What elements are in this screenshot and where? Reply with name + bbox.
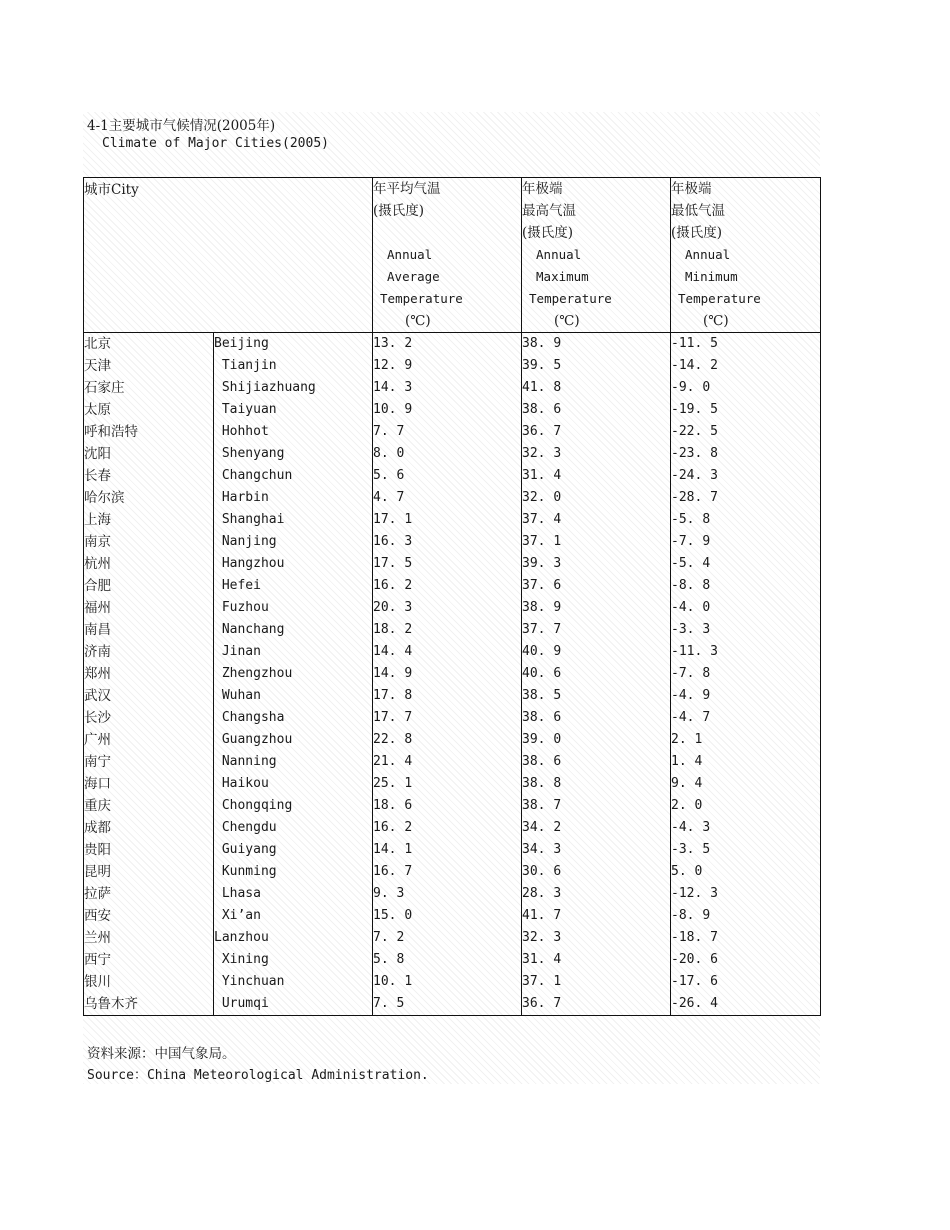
avg-temp-cell: 18. 2 — [373, 619, 522, 641]
table-row — [84, 553, 821, 575]
max-temp-cell: 39. 5 — [522, 355, 671, 377]
avg-temp-cell: 10. 1 — [373, 971, 522, 993]
table-row — [84, 795, 821, 817]
city-name-en: Fuzhou — [214, 597, 373, 619]
table-row — [84, 949, 821, 971]
max-temp-cell: 37. 1 — [522, 971, 671, 993]
city-name-en: Xi’an — [214, 905, 373, 927]
max-temp-cell: 32. 3 — [522, 443, 671, 465]
max-temp-cell: 41. 8 — [522, 377, 671, 399]
city-name-en: Hangzhou — [214, 553, 373, 575]
city-name-en: Lhasa — [214, 883, 373, 905]
avg-temp-cell: 14. 3 — [373, 377, 522, 399]
table-row — [84, 597, 821, 619]
min-temp-cell: -3. 3 — [671, 619, 821, 641]
min-temp-cell: -19. 5 — [671, 399, 821, 421]
city-name-en: Haikou — [214, 773, 373, 795]
min-temp-cell: -22. 5 — [671, 421, 821, 443]
city-name-cn: 南昌 — [84, 622, 111, 638]
max-temp-cell: 37. 1 — [522, 531, 671, 553]
max-temp-cell: 38. 9 — [522, 333, 671, 356]
city-name-cn: 南京 — [84, 534, 111, 550]
city-name-en: Tianjin — [214, 355, 373, 377]
avg-temp-cell: 4. 7 — [373, 487, 522, 509]
avg-temp-cell: 12. 9 — [373, 355, 522, 377]
city-name-cn: 兰州 — [84, 930, 111, 946]
min-temp-cell: -26. 4 — [671, 993, 821, 1016]
avg-temp-cell: 14. 4 — [373, 641, 522, 663]
avg-temp-cell: 17. 8 — [373, 685, 522, 707]
city-name-cn: 呼和浩特 — [84, 424, 138, 440]
min-temp-cell: 5. 0 — [671, 861, 821, 883]
table-row — [84, 861, 821, 883]
header-max-cn1: 年极端 — [522, 181, 563, 197]
header-avg-en3: Temperature — [380, 291, 463, 306]
header-avg-temp — [373, 178, 522, 333]
max-temp-cell: 40. 6 — [522, 663, 671, 685]
max-temp-cell: 38. 6 — [522, 707, 671, 729]
avg-temp-cell: 7. 5 — [373, 993, 522, 1016]
city-name-cn: 北京 — [84, 336, 111, 352]
city-name-cn: 武汉 — [84, 688, 111, 704]
header-max-cn3: (摄氏度) — [522, 225, 574, 241]
city-name-en: Chongqing — [214, 795, 373, 817]
city-name-cn: 天津 — [84, 358, 111, 374]
table-row — [84, 377, 821, 399]
table-row — [84, 927, 821, 949]
min-temp-cell: -11. 3 — [671, 641, 821, 663]
avg-temp-cell: 22. 8 — [373, 729, 522, 751]
header-max-cn2: 最高气温 — [522, 203, 577, 219]
max-temp-cell: 41. 7 — [522, 905, 671, 927]
table-body — [84, 333, 821, 1016]
table-row — [84, 465, 821, 487]
avg-temp-cell: 25. 1 — [373, 773, 522, 795]
header-min-cn1: 年极端 — [671, 181, 712, 197]
table-row — [84, 905, 821, 927]
max-temp-cell: 36. 7 — [522, 993, 671, 1016]
header-min-temp — [671, 178, 821, 333]
header-min-en3: Temperature — [678, 291, 761, 306]
table-subtitle: Climate of Major Cities(2005) — [102, 136, 329, 151]
city-name-cn: 乌鲁木齐 — [84, 996, 138, 1012]
min-temp-cell: -7. 8 — [671, 663, 821, 685]
max-temp-cell: 37. 6 — [522, 575, 671, 597]
max-temp-cell: 31. 4 — [522, 949, 671, 971]
table-row — [84, 641, 821, 663]
city-name-en: Xining — [214, 949, 373, 971]
city-name-en: Kunming — [214, 861, 373, 883]
max-temp-cell: 34. 2 — [522, 817, 671, 839]
max-temp-cell: 34. 3 — [522, 839, 671, 861]
header-min-unit: (℃) — [703, 313, 729, 329]
city-name-cn: 合肥 — [84, 578, 111, 594]
city-name-cn: 重庆 — [84, 798, 111, 814]
table-row — [84, 663, 821, 685]
header-avg-en2: Average — [387, 269, 440, 284]
header-avg-unit: (℃) — [405, 313, 431, 329]
city-name-en: Changsha — [214, 707, 373, 729]
min-temp-cell: -20. 6 — [671, 949, 821, 971]
max-temp-cell: 32. 3 — [522, 927, 671, 949]
min-temp-cell: -14. 2 — [671, 355, 821, 377]
max-temp-cell: 38. 7 — [522, 795, 671, 817]
min-temp-cell: -4. 3 — [671, 817, 821, 839]
min-temp-cell: -4. 7 — [671, 707, 821, 729]
avg-temp-cell: 20. 3 — [373, 597, 522, 619]
city-name-en: Shijiazhuang — [214, 377, 373, 399]
max-temp-cell: 30. 6 — [522, 861, 671, 883]
city-name-en: Shanghai — [214, 509, 373, 531]
header-max-en3: Temperature — [529, 291, 612, 306]
header-min-cn2: 最低气温 — [671, 203, 726, 219]
city-name-cn: 贵阳 — [84, 842, 111, 858]
table-row — [84, 993, 821, 1016]
avg-temp-cell: 8. 0 — [373, 443, 522, 465]
min-temp-cell: -5. 4 — [671, 553, 821, 575]
city-name-cn: 银川 — [84, 974, 111, 990]
min-temp-cell: -17. 6 — [671, 971, 821, 993]
city-name-cn: 长春 — [84, 468, 111, 484]
avg-temp-cell: 16. 3 — [373, 531, 522, 553]
city-name-en: Hefei — [214, 575, 373, 597]
city-name-cn: 西宁 — [84, 952, 111, 968]
table-row — [84, 817, 821, 839]
min-temp-cell: -8. 9 — [671, 905, 821, 927]
header-min-cn3: (摄氏度) — [671, 225, 723, 241]
table-row — [84, 707, 821, 729]
max-temp-cell: 40. 9 — [522, 641, 671, 663]
max-temp-cell: 32. 0 — [522, 487, 671, 509]
city-name-en: Beijing — [214, 333, 373, 356]
city-name-en: Hohhot — [214, 421, 373, 443]
city-name-en: Taiyuan — [214, 399, 373, 421]
header-avg-cn1: 年平均气温 — [373, 181, 441, 197]
table-header — [84, 178, 821, 333]
min-temp-cell: -4. 9 — [671, 685, 821, 707]
header-avg-cn2: (摄氏度) — [373, 203, 425, 219]
avg-temp-cell: 5. 6 — [373, 465, 522, 487]
avg-temp-cell: 7. 2 — [373, 927, 522, 949]
header-city-label: 城市City — [84, 182, 139, 198]
avg-temp-cell: 16. 2 — [373, 817, 522, 839]
avg-temp-cell: 10. 9 — [373, 399, 522, 421]
city-name-cn: 南宁 — [84, 754, 111, 770]
city-name-cn: 济南 — [84, 644, 111, 660]
avg-temp-cell: 9. 3 — [373, 883, 522, 905]
city-name-cn: 石家庄 — [84, 380, 125, 396]
max-temp-cell: 38. 9 — [522, 597, 671, 619]
header-max-en1: Annual — [536, 247, 582, 262]
min-temp-cell: -8. 8 — [671, 575, 821, 597]
table-row — [84, 575, 821, 597]
city-name-en: Yinchuan — [214, 971, 373, 993]
table-row — [84, 619, 821, 641]
city-name-en: Chengdu — [214, 817, 373, 839]
min-temp-cell: -3. 5 — [671, 839, 821, 861]
max-temp-cell: 31. 4 — [522, 465, 671, 487]
min-temp-cell: 2. 0 — [671, 795, 821, 817]
city-name-en: Nanning — [214, 751, 373, 773]
min-temp-cell: -12. 3 — [671, 883, 821, 905]
table-row — [84, 883, 821, 905]
city-name-cn: 福州 — [84, 600, 111, 616]
min-temp-cell: -23. 8 — [671, 443, 821, 465]
table-row — [84, 333, 821, 356]
max-temp-cell: 38. 6 — [522, 399, 671, 421]
avg-temp-cell: 5. 8 — [373, 949, 522, 971]
header-city — [84, 178, 373, 333]
city-name-cn: 郑州 — [84, 666, 111, 682]
city-name-en: Nanchang — [214, 619, 373, 641]
avg-temp-cell: 17. 7 — [373, 707, 522, 729]
max-temp-cell: 38. 6 — [522, 751, 671, 773]
avg-temp-cell: 7. 7 — [373, 421, 522, 443]
table-row — [84, 751, 821, 773]
table-row — [84, 729, 821, 751]
city-name-en: Zhengzhou — [214, 663, 373, 685]
city-name-en: Nanjing — [214, 531, 373, 553]
city-name-cn: 西安 — [84, 908, 111, 924]
city-name-cn: 拉萨 — [84, 886, 111, 902]
header-max-temp — [522, 178, 671, 333]
city-name-cn: 长沙 — [84, 710, 111, 726]
min-temp-cell: -11. 5 — [671, 333, 821, 356]
city-name-en: Lanzhou — [214, 927, 373, 949]
city-name-en: Shenyang — [214, 443, 373, 465]
city-name-cn: 昆明 — [84, 864, 111, 880]
city-name-cn: 广州 — [84, 732, 111, 748]
avg-temp-cell: 14. 1 — [373, 839, 522, 861]
min-temp-cell: -24. 3 — [671, 465, 821, 487]
table-row — [84, 839, 821, 861]
table-row — [84, 487, 821, 509]
avg-temp-cell: 17. 5 — [373, 553, 522, 575]
min-temp-cell: 1. 4 — [671, 751, 821, 773]
city-name-en: Wuhan — [214, 685, 373, 707]
min-temp-cell: -4. 0 — [671, 597, 821, 619]
max-temp-cell: 36. 7 — [522, 421, 671, 443]
table-row — [84, 531, 821, 553]
header-min-en1: Annual — [685, 247, 731, 262]
min-temp-cell: -7. 9 — [671, 531, 821, 553]
city-name-cn: 哈尔滨 — [84, 490, 125, 506]
city-name-en: Urumqi — [214, 993, 373, 1016]
city-name-en: Changchun — [214, 465, 373, 487]
table-row — [84, 421, 821, 443]
city-name-en: Guiyang — [214, 839, 373, 861]
max-temp-cell: 38. 8 — [522, 773, 671, 795]
max-temp-cell: 37. 7 — [522, 619, 671, 641]
max-temp-cell: 39. 0 — [522, 729, 671, 751]
avg-temp-cell: 13. 2 — [373, 333, 522, 356]
min-temp-cell: -18. 7 — [671, 927, 821, 949]
city-name-cn: 太原 — [84, 402, 111, 418]
min-temp-cell: 2. 1 — [671, 729, 821, 751]
city-name-cn: 杭州 — [84, 556, 111, 572]
avg-temp-cell: 14. 9 — [373, 663, 522, 685]
min-temp-cell: -9. 0 — [671, 377, 821, 399]
header-max-en2: Maximum — [536, 269, 589, 284]
max-temp-cell: 38. 5 — [522, 685, 671, 707]
min-temp-cell: 9. 4 — [671, 773, 821, 795]
max-temp-cell: 37. 4 — [522, 509, 671, 531]
table-title: 4-1主要城市气候情况(2005年) — [87, 118, 276, 134]
header-avg-en1: Annual — [387, 247, 433, 262]
avg-temp-cell: 15. 0 — [373, 905, 522, 927]
avg-temp-cell: 16. 2 — [373, 575, 522, 597]
table-row — [84, 685, 821, 707]
avg-temp-cell: 21. 4 — [373, 751, 522, 773]
city-name-cn: 海口 — [84, 776, 111, 792]
table-row — [84, 355, 821, 377]
table-row — [84, 399, 821, 421]
city-name-en: Jinan — [214, 641, 373, 663]
min-temp-cell: -5. 8 — [671, 509, 821, 531]
city-name-en: Guangzhou — [214, 729, 373, 751]
avg-temp-cell: 16. 7 — [373, 861, 522, 883]
table-row — [84, 509, 821, 531]
avg-temp-cell: 18. 6 — [373, 795, 522, 817]
source-note-cn: 资料来源：中国气象局。 — [87, 1046, 236, 1062]
city-name-en: Harbin — [214, 487, 373, 509]
table-row — [84, 443, 821, 465]
max-temp-cell: 28. 3 — [522, 883, 671, 905]
header-avg-cn3 — [373, 222, 521, 244]
source-note-en: Source：China Meteorological Administration. — [87, 1068, 429, 1083]
max-temp-cell: 39. 3 — [522, 553, 671, 575]
header-max-unit: (℃) — [554, 313, 580, 329]
city-name-cn: 沈阳 — [84, 446, 111, 462]
table-row — [84, 773, 821, 795]
avg-temp-cell: 17. 1 — [373, 509, 522, 531]
min-temp-cell: -28. 7 — [671, 487, 821, 509]
header-min-en2: Minimum — [685, 269, 738, 284]
climate-table — [83, 177, 821, 1016]
table-row — [84, 971, 821, 993]
city-name-cn: 上海 — [84, 512, 111, 528]
city-name-cn: 成都 — [84, 820, 111, 836]
